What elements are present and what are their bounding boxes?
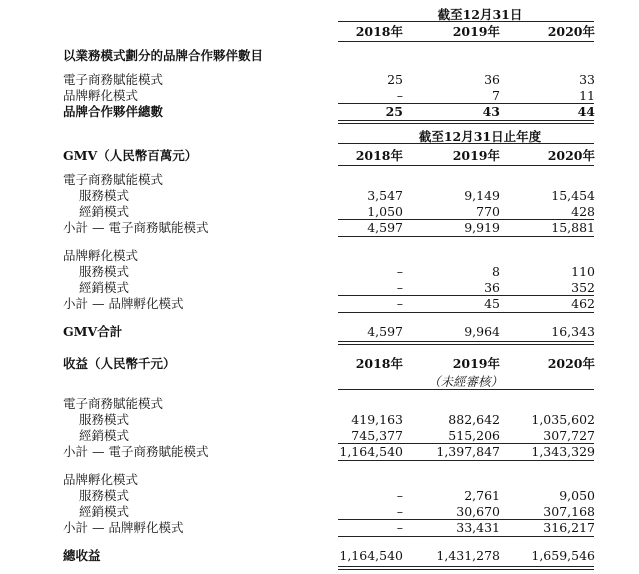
table-row: 經銷模式 – 36 352 (79, 280, 595, 295)
table-row: 品牌孵化模式 – 7 11 (63, 88, 595, 103)
table-row: 服務模式 – 2,761 9,050 (79, 488, 595, 503)
table-row-total: GMV合計 4,597 9,964 16,343 (63, 324, 595, 339)
table-row-total: 總收益 1,164,540 1,431,278 1,659,546 (63, 548, 595, 563)
total-double-rule (338, 566, 594, 570)
year-header-row-1 (0, 24, 639, 39)
group-label: 品牌孵化模式 (63, 248, 139, 263)
total-double-rule (338, 341, 594, 345)
group-label: 品牌孵化模式 (63, 472, 139, 487)
table-row-subtotal: 小計 — 電子商務賦能模式 1,164,540 1,397,847 1,343,329 (63, 444, 595, 459)
section-title: 以業務模式劃分的品牌合作夥伴數目 (63, 48, 264, 63)
subtotal-rule (338, 536, 594, 537)
period-header-2: 截至12月31日止年度 (418, 129, 542, 144)
header-rule (338, 389, 594, 390)
unaudited-note: （未經審核） (427, 374, 503, 389)
subtotal-rule (338, 236, 594, 237)
table-row: 經銷模式 – 30,670 307,168 (79, 504, 595, 519)
header-rule (338, 143, 594, 144)
total-double-rule (338, 120, 594, 124)
table-row-subtotal: 小計 — 電子商務賦能模式 4,597 9,919 15,881 (63, 220, 595, 235)
table-row-total: 品牌合作夥伴總數 25 43 44 (63, 104, 595, 119)
group-label: 電子商務賦能模式 (63, 172, 164, 187)
table-row-subtotal: 小計 — 品牌孵化模式 – 33,431 316,217 (63, 520, 595, 535)
group-label: 電子商務賦能模式 (63, 396, 164, 411)
table-row: 服務模式 419,163 882,642 1,035,602 (79, 412, 595, 427)
year-header-row-2: GMV（人民幣百萬元） 2018年 2019年 2020年 (63, 148, 595, 163)
subtotal-rule (338, 312, 594, 313)
section-title-partners (0, 48, 639, 63)
table-row: 經銷模式 1,050 770 428 (79, 204, 595, 219)
table-row: 服務模式 3,547 9,149 15,454 (79, 188, 595, 203)
section-title: 收益（人民幣千元） (63, 356, 176, 371)
header-rule (338, 165, 594, 166)
table-row: 電子商務賦能模式 25 36 33 (63, 72, 595, 87)
header-rule (338, 21, 594, 22)
section-title: GMV（人民幣百萬元） (63, 148, 198, 163)
table-row: 經銷模式 745,377 515,206 307,727 (79, 428, 595, 443)
subtotal-rule (338, 460, 594, 461)
table-row: 服務模式 – 8 110 (79, 264, 595, 279)
period-header-1: 截至12月31日 (437, 7, 523, 22)
table-row-subtotal: 小計 — 品牌孵化模式 – 45 462 (63, 296, 595, 311)
year-2020: 2020年 (547, 24, 595, 39)
year-2019: 2019年 (452, 24, 500, 39)
year-header-row-3: 收益（人民幣千元） 2018年 2019年 2020年 (63, 356, 595, 371)
year-2018: 2018年 (355, 24, 403, 39)
header-rule (338, 41, 594, 42)
